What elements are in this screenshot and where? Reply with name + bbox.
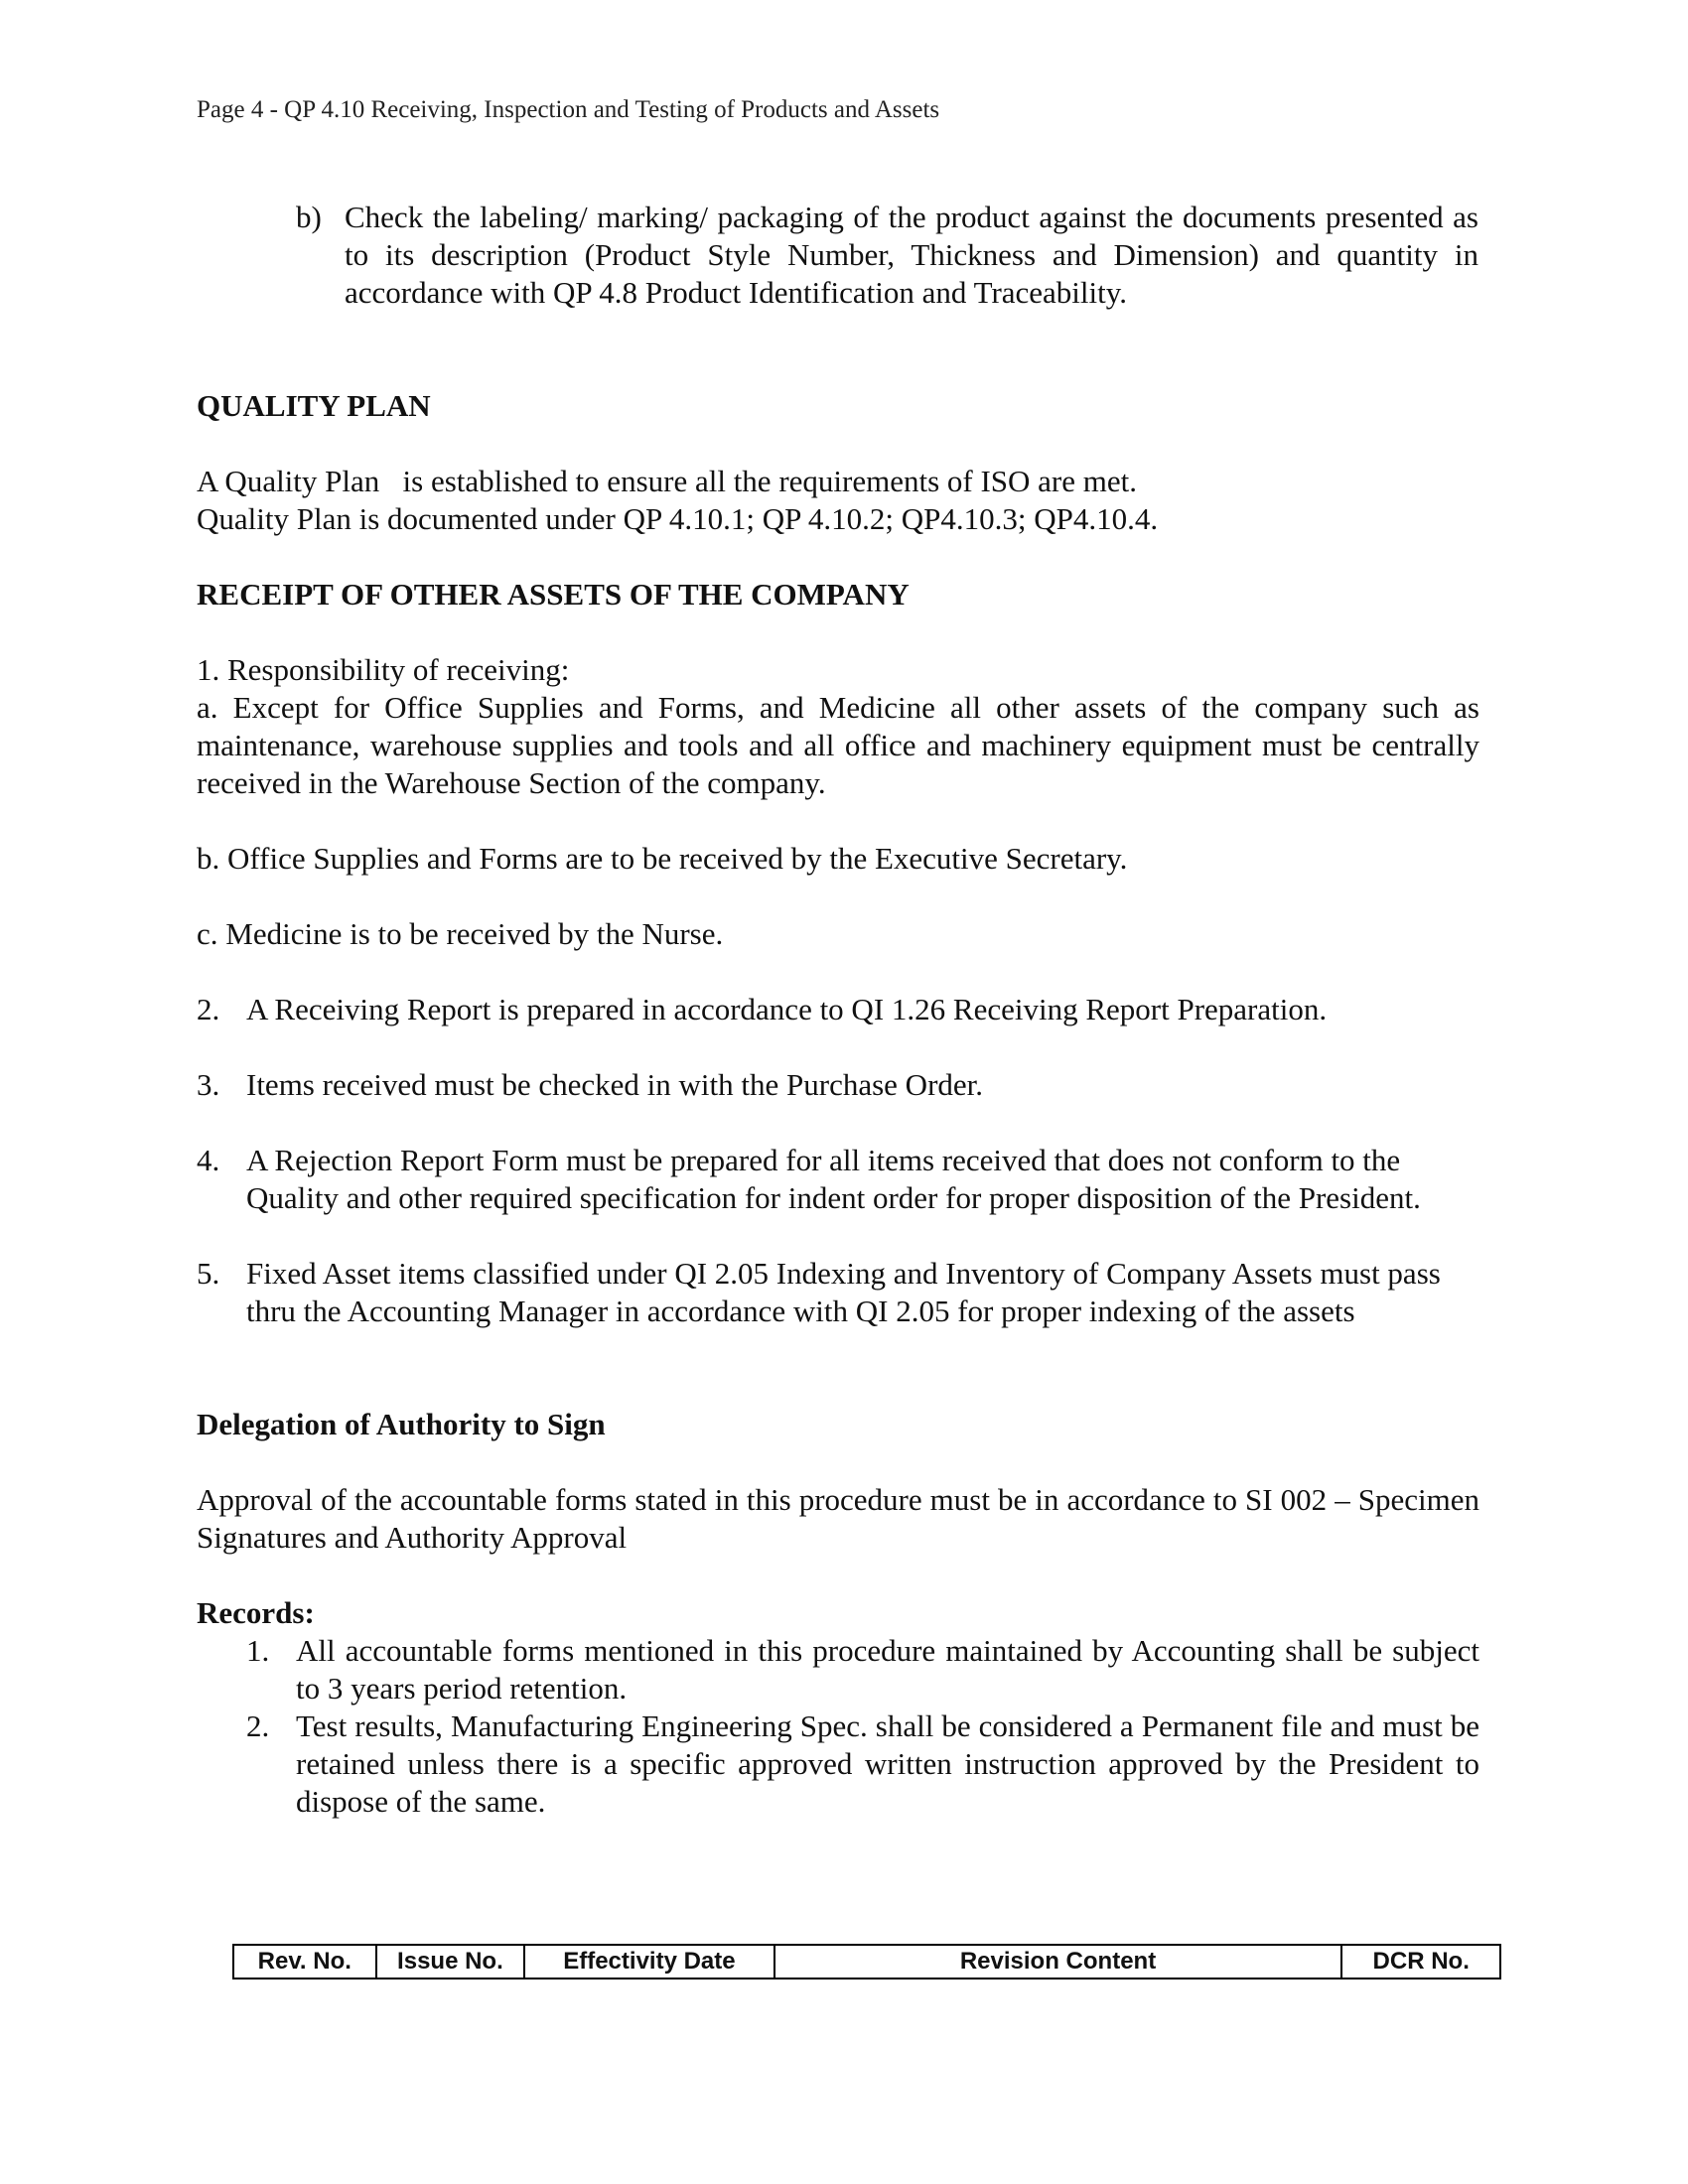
records-item-2-text: Test results, Manufacturing Engineering Spec. shall be considered a Permanent file and must be retained unless there is a specific approved written instruction approved by the President to dispose of the same. [296, 1708, 1479, 1819]
receipt-item-1b: b. Office Supplies and Forms are to be received by the Executive Secretary. [197, 841, 1128, 876]
quality-plan-heading: QUALITY PLAN [197, 388, 431, 423]
header-revision-content: Revision Content [774, 1945, 1342, 1979]
revision-table-header-row [233, 1945, 1500, 1979]
revision-table [232, 1944, 1501, 1979]
receipt-item-1c: c. Medicine is to be received by the Nurse. [197, 916, 724, 951]
page-header: Page 4 - QP 4.10 Receiving, Inspection and Testing of Products and Assets [197, 96, 940, 123]
receipt-item-3-num: 3. [197, 1067, 220, 1102]
records-item-1-text: All accountable forms mentioned in this procedure maintained by Accounting shall be subject to 3 years period retention. [296, 1633, 1479, 1706]
receipt-heading: RECEIPT OF OTHER ASSETS OF THE COMPANY [197, 577, 910, 612]
receipt-item-1a: a. Except for Office Supplies and Forms, and Medicine all other assets of the company such as maintenance, warehouse supplies and tools and all office and machinery equipment must be centrally received in the Warehouse Section of the company. [197, 690, 1479, 800]
receipt-item-5-text: Fixed Asset items classified under QI 2.05 Indexing and Inventory of Company Assets must pass thru the Accounting Manager in accordance with QI 2.05 for proper indexing of the assets [246, 1256, 1441, 1328]
records-heading: Records: [197, 1595, 315, 1630]
receipt-item-2-text: A Receiving Report is prepared in accordance to QI 1.26 Receiving Report Preparation. [246, 992, 1328, 1026]
delegation-text: Approval of the accountable forms stated in this procedure must be in accordance to SI 002 – Specimen Signatures and Authority Approval [197, 1482, 1479, 1555]
receipt-item-2-num: 2. [197, 992, 220, 1026]
header-effectivity-date: Effectivity Date [524, 1945, 774, 1979]
header-rev-no: Rev. No. [233, 1945, 376, 1979]
item-b-text: Check the labeling/ marking/ packaging of the product against the documents presented as to its description (Product Style Number, Thickness and Dimension) and quantity in accordance with QP 4.8 Product Identification and Traceability. [345, 200, 1478, 310]
receipt-item-4-text: A Rejection Report Form must be prepared for all items received that does not conform to the Quality and other required specification for indent order for proper disposition of the President. [246, 1143, 1421, 1215]
receipt-item-4-num: 4. [197, 1143, 220, 1177]
receipt-item-5-num: 5. [197, 1256, 220, 1291]
item-b-marker: b) [296, 200, 322, 234]
records-item-2-num: 2. [246, 1708, 270, 1743]
header-dcr-no: DCR No. [1341, 1945, 1500, 1979]
quality-plan-line-1: A Quality Plan is established to ensure all the requirements of ISO are met. [197, 464, 1137, 498]
header-issue-no: Issue No. [376, 1945, 525, 1979]
delegation-heading: Delegation of Authority to Sign [197, 1407, 606, 1441]
receipt-item-1: 1. Responsibility of receiving: [197, 652, 570, 687]
records-item-1-num: 1. [246, 1633, 270, 1668]
receipt-item-3-text: Items received must be checked in with the Purchase Order. [246, 1067, 984, 1102]
quality-plan-line-2: Quality Plan is documented under QP 4.10.1; QP 4.10.2; QP4.10.3; QP4.10.4. [197, 501, 1159, 536]
